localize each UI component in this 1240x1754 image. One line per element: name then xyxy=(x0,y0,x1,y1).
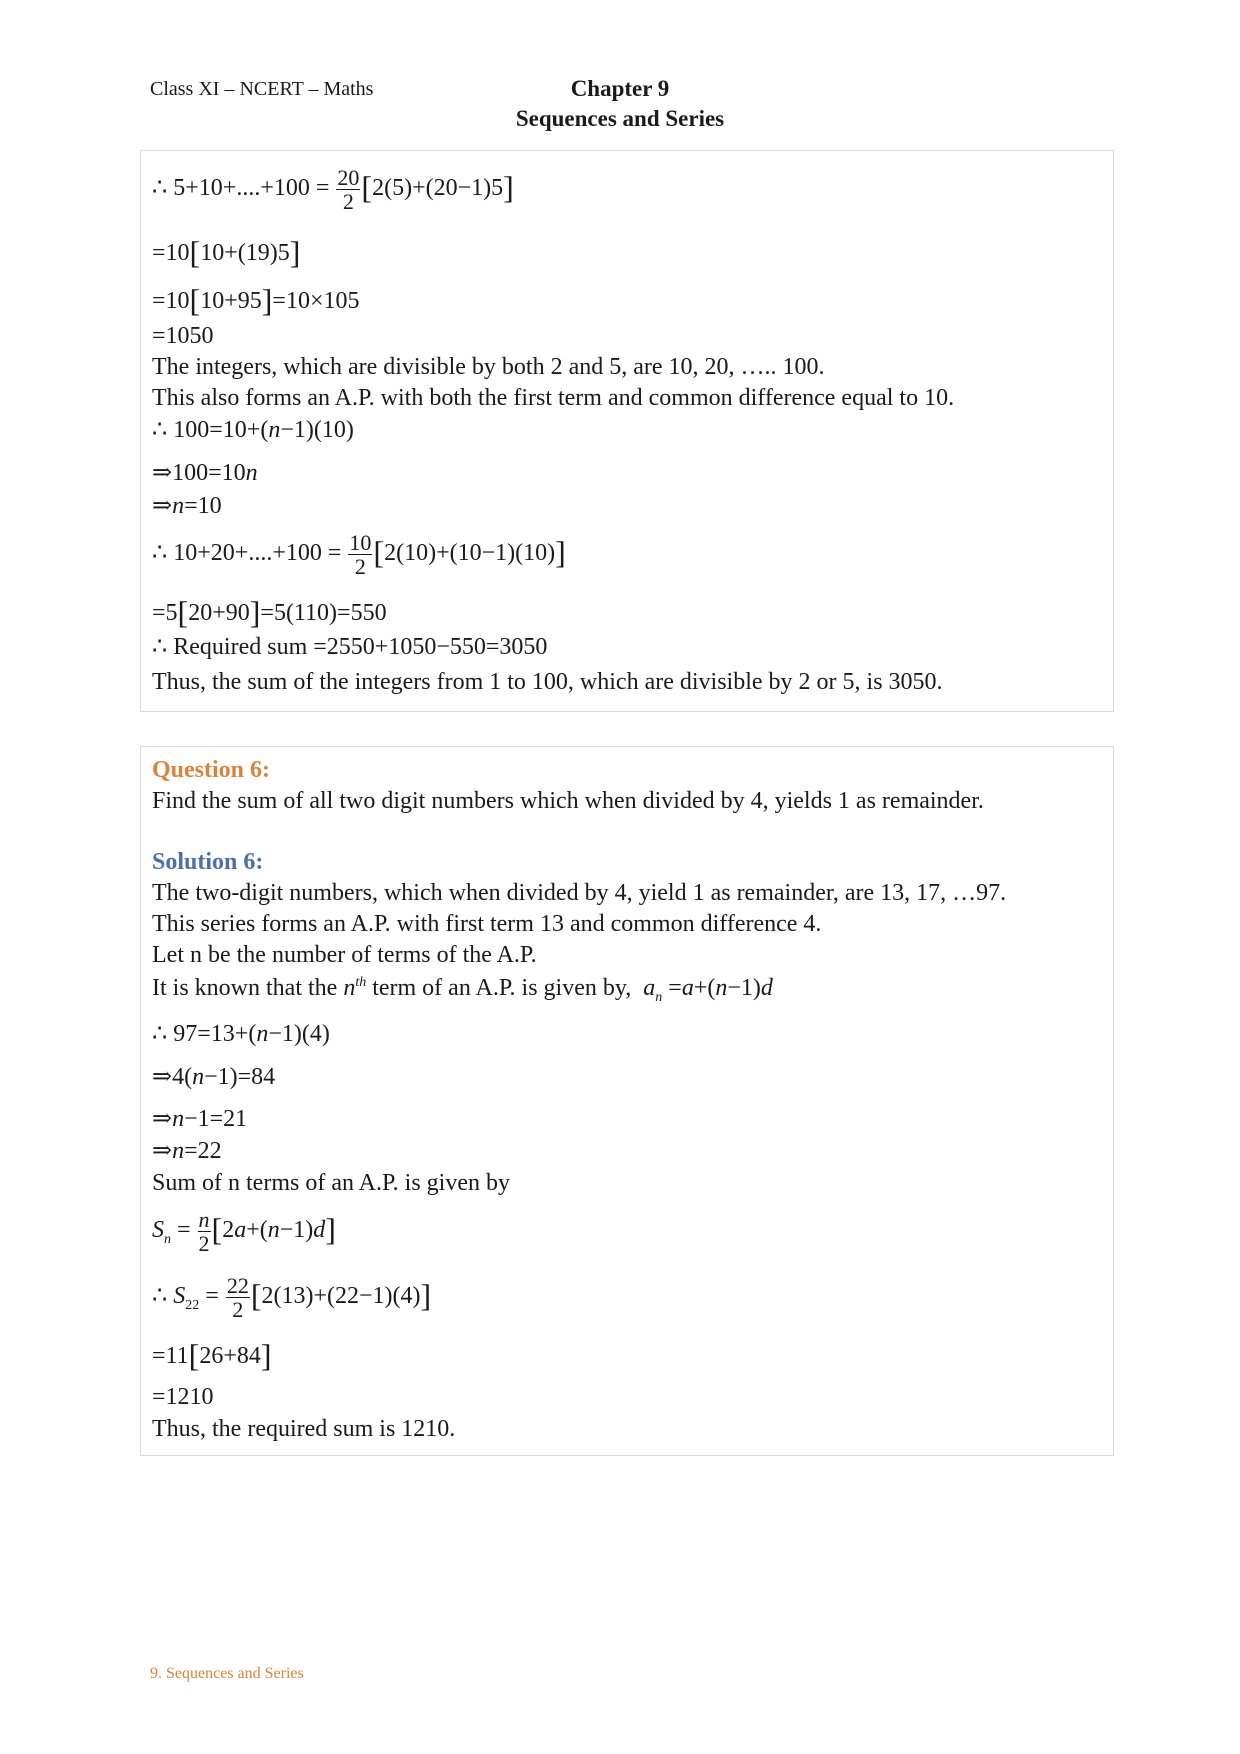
math-line: =11[26+84] xyxy=(152,1337,272,1373)
chapter-number: Chapter 9 xyxy=(570,76,670,101)
math-line: $S_n$ = $\frac{n}{2}$ [2a+(n−1)d] xyxy=(152,1207,336,1257)
question-text: Find the sum of all two digit numbers which when divided by 4, yields 1 as remainder. xyxy=(152,788,984,814)
math-line: ∴ $S_{22}$ = $\frac{22}{2}$ [2(13)+(22−1)(4)] xyxy=(152,1273,432,1323)
solution-heading: Solution 6: xyxy=(152,849,264,875)
body-text: This series forms an A.P. with first term 13 and common difference 4. xyxy=(152,911,822,937)
math-line: =10[10+95]=10×105 xyxy=(152,282,360,318)
math-line: ∴ 10+20+....+100 = $\frac{10}{2}$ [2(10)+(10−1)(10)] xyxy=(152,530,566,580)
body-text: Let n be the number of terms of the A.P. xyxy=(152,942,537,968)
page-footer: 9. Sequences and Series xyxy=(150,1665,304,1682)
body-text: The two-digit numbers, which when divided by 4, yield 1 as remainder, are 13, 17, …97. xyxy=(152,880,1007,906)
question-6-box xyxy=(140,746,1114,1456)
math-line: ⇒n−1=21 xyxy=(152,1106,248,1132)
math-line: ∴ 100=10+(n−1)(10) xyxy=(152,417,354,443)
body-text: Thus, the sum of the integers from 1 to 100, which are divisible by 2 or 5, is 3050. xyxy=(152,669,943,695)
math-line: ∴ 5+10+....+100 = $\frac{20}{2}$ [2(5)+(20−1)5] xyxy=(152,165,514,215)
body-text: term of an A.P. is given by, xyxy=(372,975,632,1001)
math-line: ∴ 97=13+(n−1)(4) xyxy=(152,1021,330,1047)
body-text: It is known that the xyxy=(152,975,338,1001)
nth-term-line: It is known that the $n^{th}$ term of an A.P. is given by, $a_n =a+(n-1)d$ xyxy=(152,975,773,1005)
header-class-label: Class XI – NCERT – Maths xyxy=(150,78,374,100)
question-heading: Question 6: xyxy=(152,757,271,783)
chapter-title: Sequences and Series xyxy=(515,106,725,131)
math-line: ⇒100=10n xyxy=(152,460,258,486)
math-line: ⇒n=10 xyxy=(152,493,222,519)
math-line: ⇒n=22 xyxy=(152,1138,222,1164)
math-line: =1050 xyxy=(152,323,214,349)
math-line: =1210 xyxy=(152,1384,214,1410)
body-text: The integers, which are divisible by both 2 and 5, are 10, 20, ….. 100. xyxy=(152,354,825,380)
math-line: ⇒4(n−1)=84 xyxy=(152,1064,276,1090)
math-line: =5[20+90]=5(110)=550 xyxy=(152,594,387,630)
body-text: Sum of n terms of an A.P. is given by xyxy=(152,1170,510,1196)
header-chapter-block xyxy=(470,74,770,134)
math-line: =10[10+(19)5] xyxy=(152,234,301,270)
math-line: ∴ Required sum =2550+1050−550=3050 xyxy=(152,634,548,660)
body-text: This also forms an A.P. with both the first term and common difference equal to 10. xyxy=(152,385,955,411)
conclusion-text: Thus, the required sum is 1210. xyxy=(152,1416,456,1442)
